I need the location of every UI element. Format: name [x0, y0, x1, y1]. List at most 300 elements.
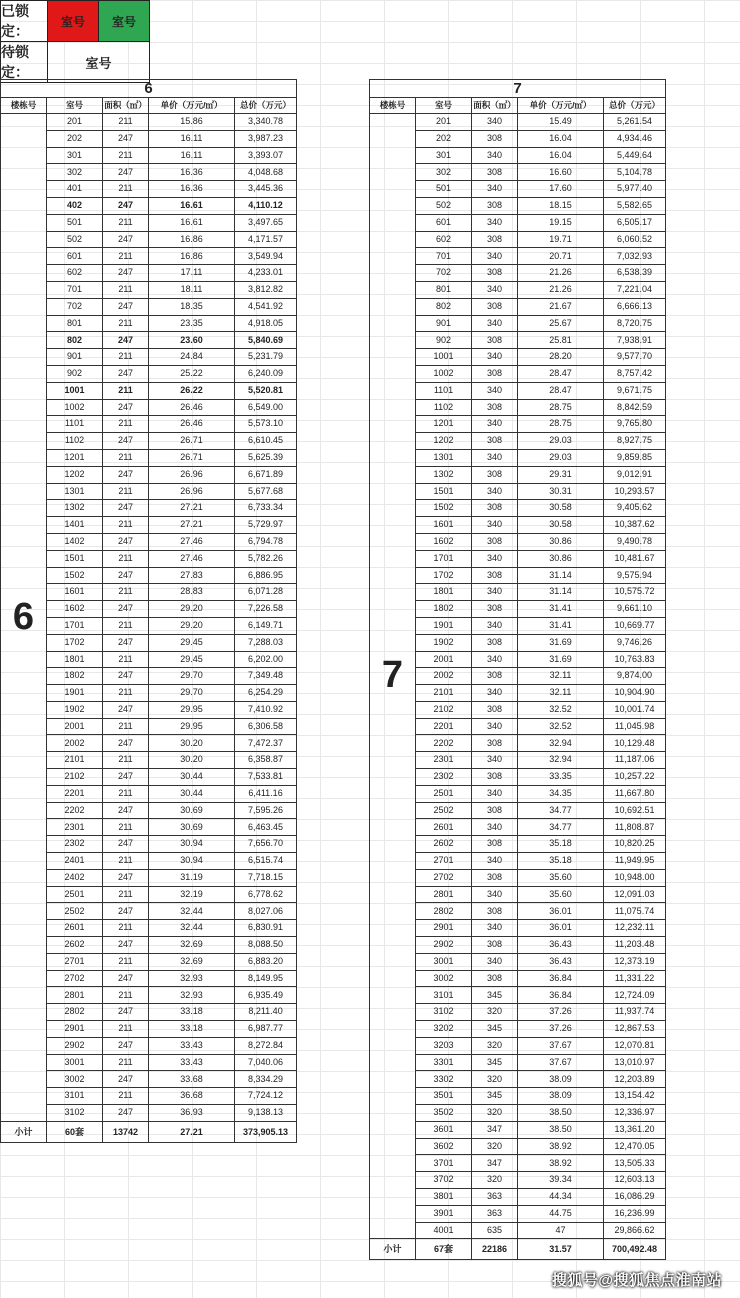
- unit-price-cell: 36.01: [518, 920, 604, 937]
- unit-price-cell: 32.52: [518, 701, 604, 718]
- total-price-cell: 6,733.34: [235, 500, 297, 517]
- total-price-cell: 10,257.22: [604, 769, 666, 786]
- area-cell: 308: [472, 533, 518, 550]
- area-cell: 211: [103, 114, 149, 131]
- total-price-cell: 6,883.20: [235, 953, 297, 970]
- area-cell: 211: [103, 281, 149, 298]
- total-price-cell: 9,859.85: [604, 449, 666, 466]
- total-price-cell: 13,505.33: [604, 1155, 666, 1172]
- area-cell: 247: [103, 1071, 149, 1088]
- total-price-cell: 12,470.05: [604, 1138, 666, 1155]
- total-price-cell: 6,071.28: [235, 584, 297, 601]
- area-cell: 211: [103, 1021, 149, 1038]
- area-cell: 211: [103, 886, 149, 903]
- room-cell: 3602: [416, 1138, 472, 1155]
- room-cell: 302: [47, 164, 103, 181]
- unit-price-cell: 18.11: [149, 281, 235, 298]
- room-cell: 1202: [416, 433, 472, 450]
- total-price-cell: 7,288.03: [235, 634, 297, 651]
- total-price-cell: 3,497.65: [235, 214, 297, 231]
- total-price-cell: 6,610.45: [235, 433, 297, 450]
- room-cell: 602: [47, 265, 103, 282]
- unit-price-cell: 37.26: [518, 1004, 604, 1021]
- area-cell: 247: [103, 533, 149, 550]
- room-cell: 1501: [416, 483, 472, 500]
- building-number-label: 7: [370, 114, 416, 1239]
- room-cell: 1201: [47, 449, 103, 466]
- total-price-cell: 7,349.48: [235, 668, 297, 685]
- area-cell: 308: [472, 164, 518, 181]
- total-price-cell: 8,842.59: [604, 399, 666, 416]
- area-cell: 363: [472, 1189, 518, 1206]
- unit-price-cell: 16.04: [518, 130, 604, 147]
- total-price-cell: 9,577.70: [604, 349, 666, 366]
- total-price-cell: 13,154.42: [604, 1088, 666, 1105]
- unit-price-cell: 31.69: [518, 651, 604, 668]
- total-price-header: 总价（万元）: [604, 98, 666, 114]
- unit-price-cell: 20.71: [518, 248, 604, 265]
- area-cell: 247: [103, 567, 149, 584]
- subtotal-area: 13742: [103, 1121, 149, 1142]
- total-price-cell: 9,874.00: [604, 668, 666, 685]
- area-cell: 308: [472, 802, 518, 819]
- unit-price-cell: 32.44: [149, 903, 235, 920]
- room-cell: 1301: [416, 449, 472, 466]
- area-cell: 211: [103, 718, 149, 735]
- column-header-row: [370, 98, 666, 114]
- total-price-cell: 12,867.53: [604, 1021, 666, 1038]
- area-cell: 211: [103, 785, 149, 802]
- area-cell: 247: [103, 869, 149, 886]
- unit-price-cell: 33.18: [149, 1021, 235, 1038]
- area-cell: 345: [472, 1054, 518, 1071]
- locked-legend-row: [1, 1, 150, 42]
- unit-price-cell: 28.75: [518, 399, 604, 416]
- room-cell: 1901: [416, 617, 472, 634]
- room-cell: 2602: [416, 836, 472, 853]
- room-cell: 1702: [416, 567, 472, 584]
- area-cell: 308: [472, 769, 518, 786]
- area-cell: 247: [103, 903, 149, 920]
- room-cell: 3002: [47, 1071, 103, 1088]
- room-cell: 201: [416, 114, 472, 131]
- area-cell: 247: [103, 265, 149, 282]
- area-cell: 211: [103, 920, 149, 937]
- unit-price-cell: 31.69: [518, 634, 604, 651]
- area-cell: 340: [472, 685, 518, 702]
- building-title: 6: [1, 80, 297, 98]
- total-price-cell: 6,240.09: [235, 365, 297, 382]
- area-cell: 247: [103, 231, 149, 248]
- unit-price-cell: 27.46: [149, 533, 235, 550]
- total-price-cell: 7,595.26: [235, 802, 297, 819]
- unit-price-cell: 30.69: [149, 802, 235, 819]
- total-price-cell: 10,692.51: [604, 802, 666, 819]
- unit-price-cell: 31.14: [518, 567, 604, 584]
- area-cell: 211: [103, 617, 149, 634]
- room-cell: 2302: [47, 836, 103, 853]
- unit-price-cell: 33.18: [149, 1004, 235, 1021]
- total-price-cell: 5,840.69: [235, 332, 297, 349]
- total-price-cell: 12,336.97: [604, 1105, 666, 1122]
- room-cell: 702: [47, 298, 103, 315]
- unit-price-cell: 24.84: [149, 349, 235, 366]
- total-price-cell: 6,886.95: [235, 567, 297, 584]
- unit-price-cell: 32.11: [518, 685, 604, 702]
- unit-price-cell: 30.20: [149, 735, 235, 752]
- room-cell: 401: [47, 181, 103, 198]
- room-cell: 2502: [416, 802, 472, 819]
- total-price-cell: 7,724.12: [235, 1088, 297, 1105]
- unit-price-cell: 33.43: [149, 1054, 235, 1071]
- table-row: [370, 114, 666, 131]
- area-cell: 340: [472, 349, 518, 366]
- column-header-row: [1, 98, 297, 114]
- area-cell: 211: [103, 349, 149, 366]
- unit-price-cell: 29.20: [149, 601, 235, 618]
- total-price-cell: 16,236.99: [604, 1205, 666, 1222]
- total-price-cell: 8,088.50: [235, 937, 297, 954]
- total-price-cell: 11,331.22: [604, 970, 666, 987]
- total-price-cell: 6,830.91: [235, 920, 297, 937]
- room-cell: 1601: [47, 584, 103, 601]
- unit-price-cell: 16.61: [149, 214, 235, 231]
- unit-price-cell: 29.45: [149, 634, 235, 651]
- total-price-cell: 6,666.13: [604, 298, 666, 315]
- unit-price-cell: 36.93: [149, 1105, 235, 1122]
- room-cell: 2701: [416, 853, 472, 870]
- unit-price-cell: 33.35: [518, 769, 604, 786]
- total-price-cell: 7,938.91: [604, 332, 666, 349]
- area-cell: 308: [472, 298, 518, 315]
- room-cell: 2302: [416, 769, 472, 786]
- total-price-cell: 10,575.72: [604, 584, 666, 601]
- unit-price-cell: 31.19: [149, 869, 235, 886]
- area-cell: 340: [472, 214, 518, 231]
- unit-price-cell: 16.36: [149, 181, 235, 198]
- room-cell: 802: [47, 332, 103, 349]
- pending-label: 待锁定：: [1, 42, 48, 83]
- room-cell: 2201: [47, 785, 103, 802]
- unit-price-cell: 30.94: [149, 836, 235, 853]
- total-price-cell: 5,782.26: [235, 550, 297, 567]
- unit-price-cell: 32.93: [149, 970, 235, 987]
- room-cell: 3702: [416, 1172, 472, 1189]
- unit-price-cell: 29.03: [518, 433, 604, 450]
- area-cell: 340: [472, 483, 518, 500]
- area-cell: 308: [472, 500, 518, 517]
- area-cell: 340: [472, 416, 518, 433]
- building-header: 楼栋号: [370, 98, 416, 114]
- area-cell: 211: [103, 752, 149, 769]
- total-price-cell: 5,677.68: [235, 483, 297, 500]
- subtotal-total: 700,492.48: [604, 1239, 666, 1260]
- room-cell: 1101: [416, 382, 472, 399]
- room-cell: 2901: [47, 1021, 103, 1038]
- room-cell: 2601: [416, 819, 472, 836]
- area-cell: 347: [472, 1155, 518, 1172]
- subtotal-area: 22186: [472, 1239, 518, 1260]
- area-cell: 340: [472, 584, 518, 601]
- total-price-cell: 10,904.90: [604, 685, 666, 702]
- room-cell: 402: [47, 197, 103, 214]
- total-price-cell: 7,472.37: [235, 735, 297, 752]
- unit-price-cell: 29.31: [518, 466, 604, 483]
- area-cell: 340: [472, 315, 518, 332]
- room-cell: 302: [416, 164, 472, 181]
- room-cell: 1302: [416, 466, 472, 483]
- room-cell: 1301: [47, 483, 103, 500]
- room-cell: 1602: [416, 533, 472, 550]
- room-cell: 3501: [416, 1088, 472, 1105]
- unit-price-cell: 38.50: [518, 1105, 604, 1122]
- area-cell: 211: [103, 214, 149, 231]
- unit-price-cell: 32.11: [518, 668, 604, 685]
- total-price-cell: 5,520.81: [235, 382, 297, 399]
- total-price-cell: 11,808.87: [604, 819, 666, 836]
- unit-price-cell: 29.95: [149, 701, 235, 718]
- room-cell: 1701: [416, 550, 472, 567]
- total-price-cell: 3,340.78: [235, 114, 297, 131]
- area-cell: 211: [103, 1054, 149, 1071]
- unit-price-cell: 25.22: [149, 365, 235, 382]
- unit-price-cell: 28.20: [518, 349, 604, 366]
- area-cell: 340: [472, 281, 518, 298]
- unit-price-cell: 33.43: [149, 1037, 235, 1054]
- total-price-cell: 12,724.09: [604, 987, 666, 1004]
- unit-price-cell: 21.26: [518, 265, 604, 282]
- total-price-cell: 10,481.67: [604, 550, 666, 567]
- total-price-cell: 11,937.74: [604, 1004, 666, 1021]
- area-cell: 211: [103, 517, 149, 534]
- area-cell: 340: [472, 853, 518, 870]
- room-cell: 1401: [47, 517, 103, 534]
- area-cell: 247: [103, 769, 149, 786]
- area-cell: 308: [472, 601, 518, 618]
- unit-price-cell: 36.68: [149, 1088, 235, 1105]
- room-cell: 2902: [47, 1037, 103, 1054]
- unit-price-cell: 26.46: [149, 399, 235, 416]
- unit-price-header: 单价（万元/㎡）: [518, 98, 604, 114]
- total-price-cell: 12,603.13: [604, 1172, 666, 1189]
- room-cell: 3002: [416, 970, 472, 987]
- area-cell: 320: [472, 1172, 518, 1189]
- unit-price-cell: 19.15: [518, 214, 604, 231]
- unit-price-cell: 16.04: [518, 147, 604, 164]
- total-price-cell: 11,667.80: [604, 785, 666, 802]
- area-cell: 211: [103, 651, 149, 668]
- unit-price-cell: 47: [518, 1222, 604, 1239]
- room-cell: 2702: [416, 869, 472, 886]
- total-price-cell: 5,582.65: [604, 197, 666, 214]
- room-cell: 1801: [47, 651, 103, 668]
- room-cell: 301: [47, 147, 103, 164]
- area-cell: 211: [103, 449, 149, 466]
- area-cell: 211: [103, 181, 149, 198]
- area-cell: 247: [103, 164, 149, 181]
- unit-price-cell: 26.71: [149, 433, 235, 450]
- unit-price-cell: 23.35: [149, 315, 235, 332]
- total-price-cell: 8,927.75: [604, 433, 666, 450]
- total-price-cell: 8,334.29: [235, 1071, 297, 1088]
- total-price-cell: 7,040.06: [235, 1054, 297, 1071]
- room-cell: 3001: [416, 953, 472, 970]
- unit-price-header: 单价（万元/㎡）: [149, 98, 235, 114]
- area-cell: 340: [472, 382, 518, 399]
- area-cell: 308: [472, 231, 518, 248]
- total-price-cell: 11,045.98: [604, 718, 666, 735]
- area-cell: 345: [472, 1088, 518, 1105]
- total-price-cell: 7,221.04: [604, 281, 666, 298]
- room-cell: 3601: [416, 1121, 472, 1138]
- unit-price-cell: 34.77: [518, 819, 604, 836]
- area-cell: 308: [472, 466, 518, 483]
- unit-price-cell: 35.60: [518, 886, 604, 903]
- area-cell: 211: [103, 416, 149, 433]
- total-price-cell: 10,820.25: [604, 836, 666, 853]
- total-price-cell: 6,505.17: [604, 214, 666, 231]
- unit-price-cell: 36.43: [518, 953, 604, 970]
- area-cell: 308: [472, 937, 518, 954]
- area-cell: 308: [472, 836, 518, 853]
- unit-price-cell: 31.41: [518, 617, 604, 634]
- room-cell: 2802: [416, 903, 472, 920]
- total-price-cell: 5,573.10: [235, 416, 297, 433]
- table-row: [1, 114, 297, 131]
- area-cell: 247: [103, 668, 149, 685]
- room-cell: 2501: [47, 886, 103, 903]
- total-price-cell: 29,866.62: [604, 1222, 666, 1239]
- room-cell: 1601: [416, 517, 472, 534]
- area-header: 面积（㎡）: [103, 98, 149, 114]
- total-price-cell: 12,373.19: [604, 953, 666, 970]
- unit-price-cell: 26.96: [149, 483, 235, 500]
- area-cell: 340: [472, 449, 518, 466]
- unit-price-cell: 29.95: [149, 718, 235, 735]
- room-cell: 4001: [416, 1222, 472, 1239]
- room-cell: 1001: [47, 382, 103, 399]
- total-price-cell: 3,549.94: [235, 248, 297, 265]
- total-price-cell: 10,669.77: [604, 617, 666, 634]
- room-cell: 3102: [416, 1004, 472, 1021]
- total-price-cell: 7,656.70: [235, 836, 297, 853]
- area-cell: 340: [472, 718, 518, 735]
- room-cell: 502: [416, 197, 472, 214]
- total-price-cell: 7,410.92: [235, 701, 297, 718]
- room-cell: 2102: [47, 769, 103, 786]
- room-cell: 3101: [47, 1088, 103, 1105]
- room-cell: 202: [416, 130, 472, 147]
- unit-price-cell: 16.86: [149, 248, 235, 265]
- total-price-cell: 4,110.12: [235, 197, 297, 214]
- total-price-cell: 5,231.79: [235, 349, 297, 366]
- room-cell: 3301: [416, 1054, 472, 1071]
- area-cell: 340: [472, 953, 518, 970]
- total-price-cell: 6,778.62: [235, 886, 297, 903]
- unit-price-cell: 26.46: [149, 416, 235, 433]
- unit-price-cell: 16.86: [149, 231, 235, 248]
- room-cell: 1201: [416, 416, 472, 433]
- room-cell: 601: [416, 214, 472, 231]
- room-cell: 1302: [47, 500, 103, 517]
- lock-legend: [0, 0, 150, 83]
- total-price-cell: 11,203.48: [604, 937, 666, 954]
- unit-price-cell: 18.15: [518, 197, 604, 214]
- room-cell: 1002: [416, 365, 472, 382]
- room-cell: 2001: [47, 718, 103, 735]
- total-price-cell: 16,086.29: [604, 1189, 666, 1206]
- unit-price-cell: 18.35: [149, 298, 235, 315]
- unit-price-cell: 16.11: [149, 130, 235, 147]
- area-cell: 247: [103, 970, 149, 987]
- area-cell: 308: [472, 197, 518, 214]
- total-price-cell: 9,405.62: [604, 500, 666, 517]
- area-cell: 247: [103, 298, 149, 315]
- room-cell: 2002: [416, 668, 472, 685]
- room-cell: 2701: [47, 953, 103, 970]
- area-cell: 340: [472, 886, 518, 903]
- total-price-cell: 6,060.52: [604, 231, 666, 248]
- total-price-cell: 6,254.29: [235, 685, 297, 702]
- area-cell: 340: [472, 785, 518, 802]
- room-cell: 701: [416, 248, 472, 265]
- room-cell: 1701: [47, 617, 103, 634]
- room-cell: 202: [47, 130, 103, 147]
- total-price-cell: 4,934.46: [604, 130, 666, 147]
- area-cell: 211: [103, 315, 149, 332]
- unit-price-cell: 21.67: [518, 298, 604, 315]
- area-cell: 345: [472, 987, 518, 1004]
- total-price-cell: 9,671.75: [604, 382, 666, 399]
- total-price-cell: 10,001.74: [604, 701, 666, 718]
- unit-price-cell: 44.34: [518, 1189, 604, 1206]
- room-cell: 701: [47, 281, 103, 298]
- room-cell: 3102: [47, 1105, 103, 1122]
- room-cell: 1502: [416, 500, 472, 517]
- pending-legend-row: [1, 42, 150, 83]
- area-cell: 308: [472, 970, 518, 987]
- unit-price-cell: 36.43: [518, 937, 604, 954]
- area-cell: 211: [103, 550, 149, 567]
- total-price-cell: 6,538.39: [604, 265, 666, 282]
- room-header: 室号: [47, 98, 103, 114]
- unit-price-cell: 30.44: [149, 769, 235, 786]
- room-cell: 802: [416, 298, 472, 315]
- room-cell: 2801: [416, 886, 472, 903]
- unit-price-cell: 30.31: [518, 483, 604, 500]
- room-cell: 2301: [416, 752, 472, 769]
- area-cell: 320: [472, 1037, 518, 1054]
- area-cell: 340: [472, 819, 518, 836]
- locked-red-swatch: 室号: [48, 1, 99, 42]
- room-cell: 3801: [416, 1189, 472, 1206]
- unit-price-cell: 30.86: [518, 533, 604, 550]
- area-cell: 308: [472, 735, 518, 752]
- unit-price-cell: 38.92: [518, 1155, 604, 1172]
- room-cell: 2601: [47, 920, 103, 937]
- total-price-cell: 3,812.82: [235, 281, 297, 298]
- unit-price-cell: 32.94: [518, 752, 604, 769]
- area-cell: 308: [472, 567, 518, 584]
- building-header: 楼栋号: [1, 98, 47, 114]
- area-cell: 320: [472, 1138, 518, 1155]
- total-price-cell: 7,226.58: [235, 601, 297, 618]
- area-cell: 308: [472, 130, 518, 147]
- room-cell: 2801: [47, 987, 103, 1004]
- unit-price-cell: 27.21: [149, 500, 235, 517]
- total-price-cell: 12,091.03: [604, 886, 666, 903]
- room-cell: 902: [416, 332, 472, 349]
